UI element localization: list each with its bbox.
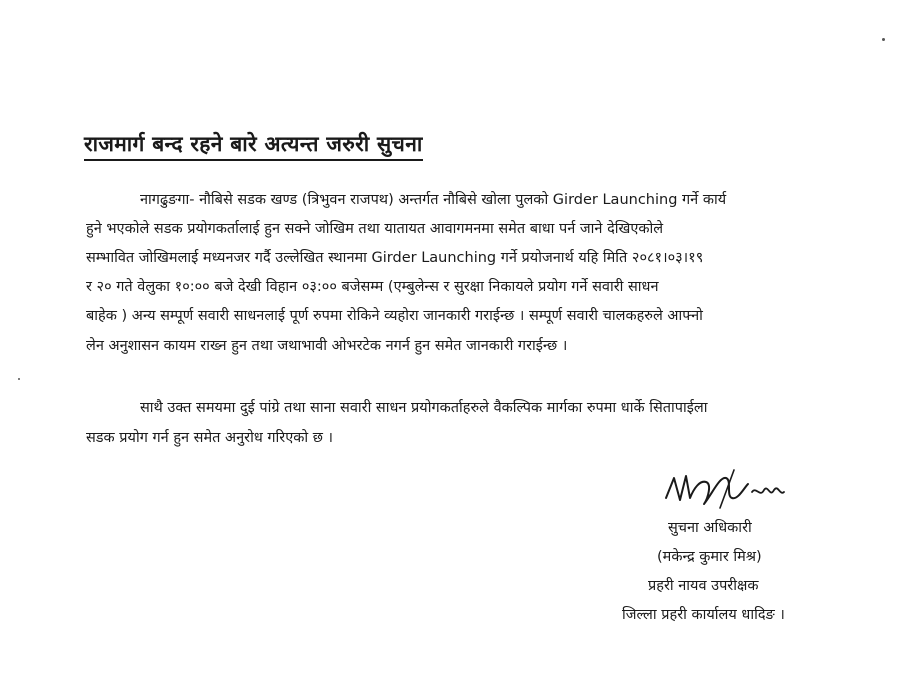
handwritten-signature — [660, 458, 800, 518]
paragraph-line: साथै उक्त समयमा दुई पांग्रे तथा साना सवारी साधन प्रयोगकर्ताहरुले वैकल्पिक मार्गका रुपमा धार्के सितापाईला — [140, 400, 708, 416]
signatory-office: जिल्ला प्रहरी कार्यालय धादिङ । — [622, 607, 785, 623]
paragraph-line: सम्भावित जोखिमलाई मध्यनजर गर्दै उल्लेखित स्थानमा Girder Launching गर्ने प्रयोजनार्थ यहि मिति २०८१।०३।१९ — [86, 250, 704, 266]
notice-title: राजमार्ग बन्द रहने बारे अत्यन्त जरुरी सुचना — [84, 130, 423, 161]
paragraph-line: नागढुङगा- नौबिसे सडक खण्ड (त्रिभुवन राजपथ) अन्तर्गत नौबिसे खोला पुलको Girder Launching गर्ने कार्य — [140, 192, 727, 208]
paragraph-line: बाहेक ) अन्य सम्पूर्ण सवारी साधनलाई पूर्ण रुपमा रोकिने व्यहोरा जानकारी गराईन्छ । सम्पूर्ण सवारी चालकहरुले आफ्नो — [86, 308, 703, 324]
paragraph-line: हुने भएकोले सडक प्रयोगकर्तालाई हुन सक्ने जोखिम तथा यातायत आवागमनमा समेत बाधा पर्न जाने देखिएकोले — [86, 221, 664, 237]
signatory-rank: प्रहरी नायव उपरीक्षक — [648, 578, 759, 594]
paragraph-line: सडक प्रयोग गर्न हुन समेत अनुरोध गरिएको छ । — [86, 430, 333, 446]
paragraph-line: लेन अनुशासन कायम राख्न हुन तथा जथाभावी ओभरटेक नगर्न हुन समेत जानकारी गराईन्छ । — [86, 338, 568, 354]
scan-speck — [18, 378, 20, 380]
scan-speck — [882, 38, 885, 41]
signatory-name: (मकेन्द्र कुमार मिश्र) — [657, 549, 762, 565]
paragraph-line: र २० गते वेलुका १०:०० बजे देखी विहान ०३:०० बजेसम्म (एम्बुलेन्स र सुरक्षा निकायले प्रयोग गर्ने सवारी साधन — [86, 279, 659, 295]
signatory-designation: सुचना अधिकारी — [668, 520, 752, 536]
